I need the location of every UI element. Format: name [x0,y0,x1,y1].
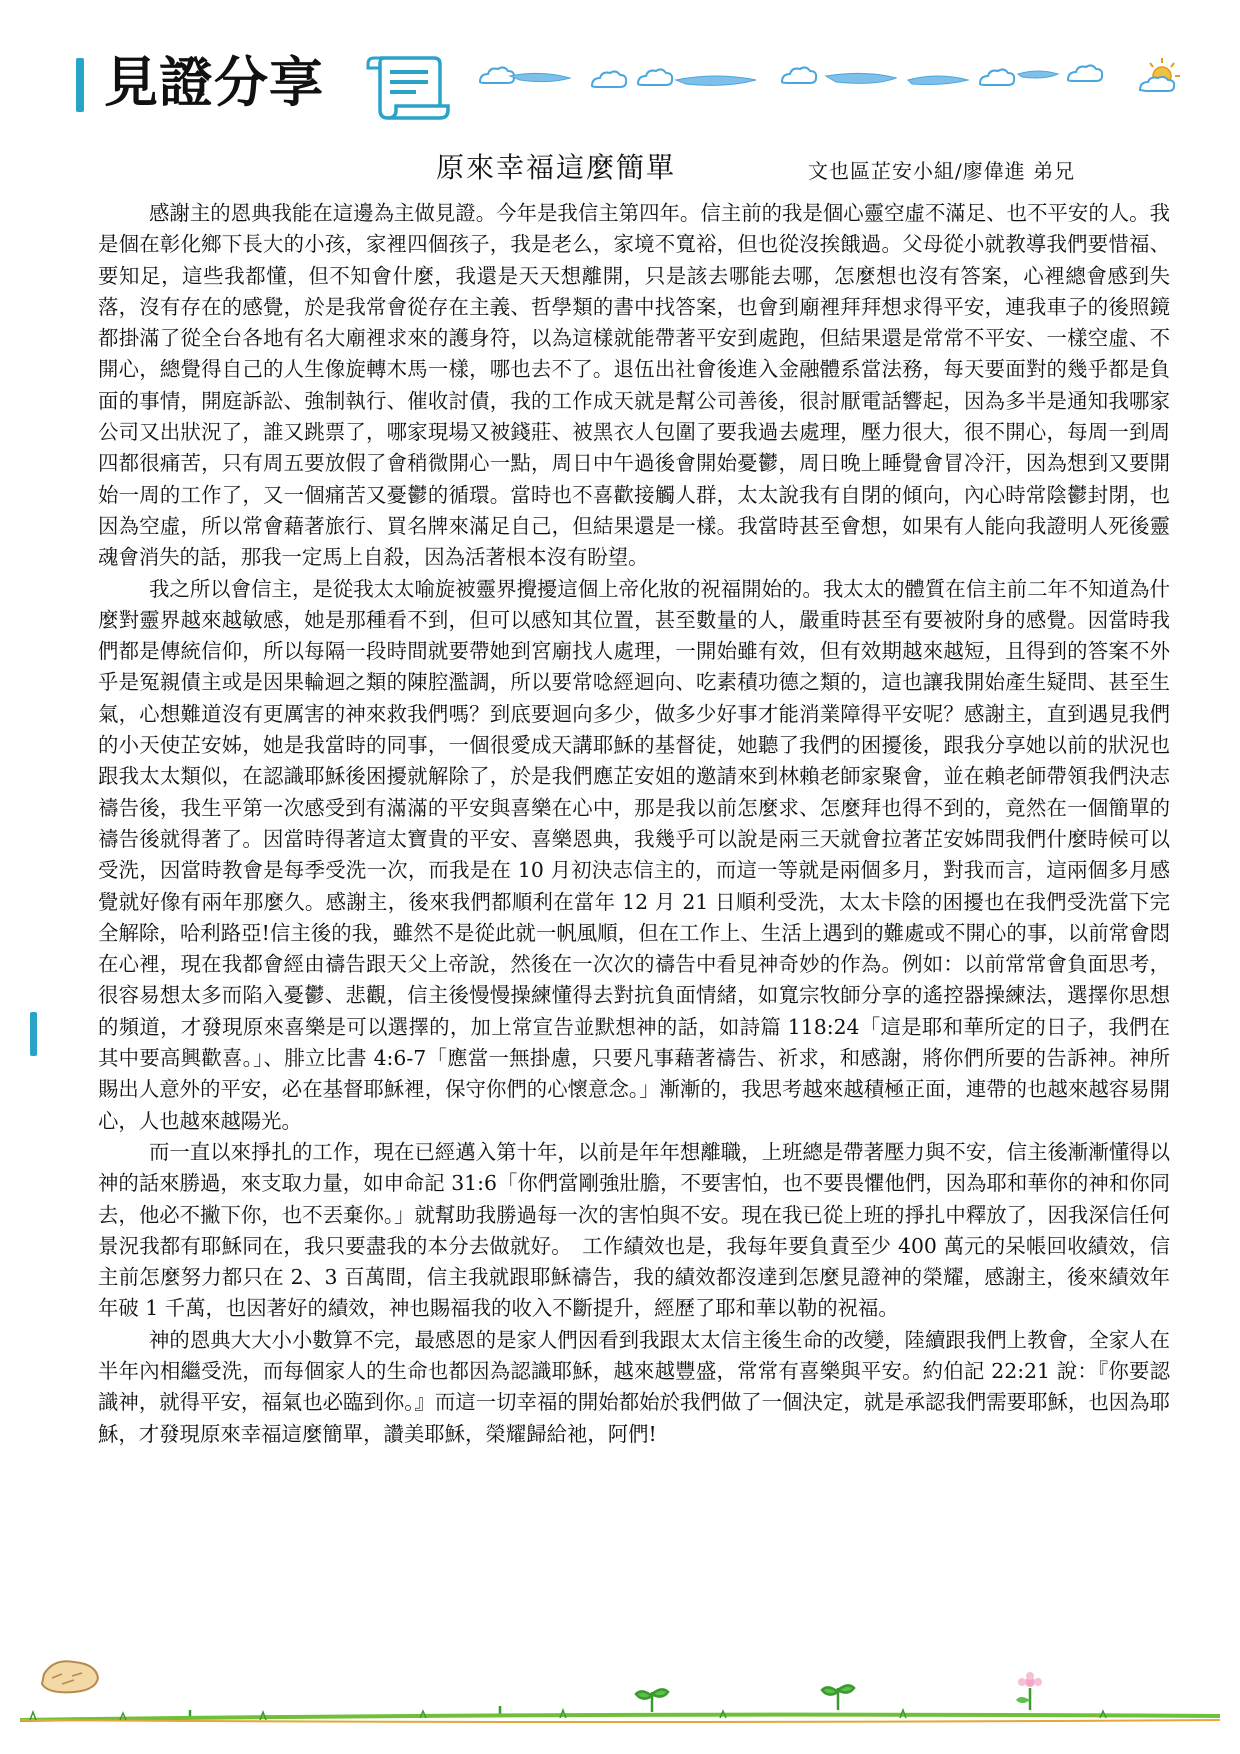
page-header [0,0,1240,130]
sun-icon [1140,58,1180,91]
bread-icon [42,1661,98,1692]
cloud-icon [638,69,672,85]
cloud-icon [782,67,816,83]
section-title: 見證分享 [104,51,324,114]
scroll-icon [362,48,452,124]
flower-icon [1016,1672,1042,1710]
article-title: 原來幸福這麼簡單 [436,151,677,184]
footer-decoration [0,1640,1240,1754]
sprout-icon [190,1685,854,1716]
article-body [98,198,1170,1450]
side-accent-mark [30,1012,37,1056]
cloud-decoration [470,54,1190,104]
article-byline: 文也區芷安小組/廖偉進 弟兄 [808,159,1076,183]
cloud-icon [592,71,626,87]
paragraph: 感謝主的恩典我能在這邊為主做見證。今年是我信主第四年。信主前的我是個心靈空虛不滿足、也不平安的人。我是個在彰化鄉下長大的小孩，家裡四個孩子，我是老么，家境不寬裕，但也從沒挨餓過。父母從小就教導我們要惜福、要知足，這些我都懂，但不知會什麼，我還是天天想離開，只是該去哪能去哪，怎麼想也沒有答案，心裡總會感到失落，沒有存在的感覺，於是我常會從存在主義、哲學類的書中找答案，也會到廟裡拜拜想求得平安，連我車子的後照鏡都掛滿了從全台各地有名大廟裡求來的護身符，以為這樣就能帶著平安到處跑，但結果還是常常不平安、一樣空虛、不開心，總覺得自己的人生像旋轉木馬一樣，哪也去不了。退伍出社會後進入金融體系當法務，每天要面對的幾乎都是負面的事情，開庭訴訟、強制執行、催收討債，我的工作成天就是幫公司善後，很討厭電話響起，因為多半是通知我哪家公司又出狀況了，誰又跳票了，哪家現場又被錢莊、被黑衣人包圍了要我過去處理，壓力很大，很不開心，每周一到周四都很痛苦，只有周五要放假了會稍微開心一點，周日中午過後會開始憂鬱，周日晚上睡覺會冒冷汗，因為想到又要開始一周的工作了，又一個痛苦又憂鬱的循環。當時也不喜歡接觸人群，太太說我有自閉的傾向，內心時常陰鬱封閉，也因為空虛，所以常會藉著旅行、買名牌來滿足自己，但結果還是一樣。我當時甚至會想，如果有人能向我證明人死後靈魂會消失的話，那我一定馬上自殺，因為活著根本沒有盼望。 [98,201,1170,570]
grass-icon [20,1710,1220,1722]
cloud-icon [480,67,514,83]
paragraph: 而一直以來掙扎的工作，現在已經邁入第十年，以前是年年想離職，上班總是帶著壓力與不安，信主後漸漸懂得以神的話來勝過，來支取力量，如申命記 31:6「你們當剛強壯膽，不要害怕，也不要畏懼他們，因為耶和華你的神和你同去，他必不撇下你，也不丟棄你。」就幫助我勝過每一次的害怕與不安。現在我已從上班的掙扎中釋放了，因我深信任何景況我都有耶穌同在，我只要盡我的本分去做就好。 工作績效也是，我每年要負責至少 400 萬元的呆帳回收績效，信主前怎麼努力都只在 2、3 百萬間，信主我就跟耶穌禱告，我的績效都沒達到怎麼見證神的榮耀，感謝主，後來績效年年破 1 千萬，也因著好的績效，神也賜福我的收入不斷提升，經歷了耶和華以勒的祝福。 [98,1139,1170,1321]
accent-bar [76,58,84,112]
paragraph: 神的恩典大大小小數算不完，最感恩的是家人們因看到我跟太太信主後生命的改變，陸續跟我們上教會，全家人在半年內相繼受洗，而每個家人的生命也都因為認識耶穌，越來越豐盛，常常有喜樂與平安。約伯記 22:21 說：『你要認識神，就得平安，福氣也必臨到你。』而這一切幸福的開始都始於我們做了一個決定，就是承認我們需要耶穌，也因為耶穌，才發現原來幸福這麼簡單，讚美耶穌，榮耀歸給祂，阿們! [98,1327,1170,1446]
paragraph: 我之所以會信主，是從我太太喻旋被靈界攪擾這個上帝化妝的祝福開始的。我太太的體質在信主前二年不知道為什麼對靈界越來越敏感，她是那種看不到，但可以感知其位置，甚至數量的人，嚴重時甚至有要被附身的感覺。因當時我們都是傳統信仰，所以每隔一段時間就要帶她到宮廟找人處理，一開始雖有效，但有效期越來越短，且得到的答案不外乎是冤親債主或是因果輪迴之類的陳腔濫調，所以要常唸經迴向、吃素積功德之類的，這也讓我開始產生疑問、甚至生氣，心想難道沒有更厲害的神來救我們嗎？到底要迴向多少，做多少好事才能消業障得平安呢？感謝主，直到遇見我們的小天使芷安姊，她是我當時的同事，一個很愛成天講耶穌的基督徒，她聽了我們的困擾後，跟我分享她以前的狀況也跟我太太類似，在認識耶穌後困擾就解除了，於是我們應芷安姐的邀請來到林賴老師家聚會，並在賴老師帶領我們決志禱告後，我生平第一次感受到有滿滿的平安與喜樂在心中，那是我以前怎麼求、怎麼拜也得不到的，竟然在一個簡單的禱告後就得著了。因當時得著這太寶貴的平安、喜樂恩典，我幾乎可以說是兩三天就會拉著芷安姊問我們什麼時候可以受洗，因當時教會是每季受洗一次，而我是在 10 月初決志信主的，而這一等就是兩個多月，對我而言，這兩個多月感覺就好像有兩年那麼久。感謝主，後來我們都順利在當年 12 月 21 日順利受洗，太太卡陰的困擾也在我們受洗當下完全解除，哈利路亞!信主後的我，雖然不是從此就一帆風順，但在工作上、生活上遇到的難處或不開心的事，以前常會悶在心裡，現在我都會經由禱告跟天父上帝說，然後在一次次的禱告中看見神奇妙的作為。例如：以前常常會負面思考，很容易想太多而陷入憂鬱、悲觀，信主後慢慢操練懂得去對抗負面情緒，如寬宗牧師分享的遙控器操練法，選擇你思想的頻道，才發現原來喜樂是可以選擇的，加上常宣告並默想神的話，如詩篇 118:24「這是耶和華所定的日子，我們在其中要高興歡喜。」、腓立比書 4:6-7「應當一無掛慮，只要凡事藉著禱告、祈求，和感謝，將你們所要的告訴神。神所賜出人意外的平安，必在基督耶穌裡，保守你們的心懷意念。」漸漸的，我思考越來越積極正面，連帶的也越來越容易開心，人也越來越陽光。 [98,576,1170,1133]
cloud-icon [1068,65,1102,81]
cloud-icon [980,69,1014,85]
